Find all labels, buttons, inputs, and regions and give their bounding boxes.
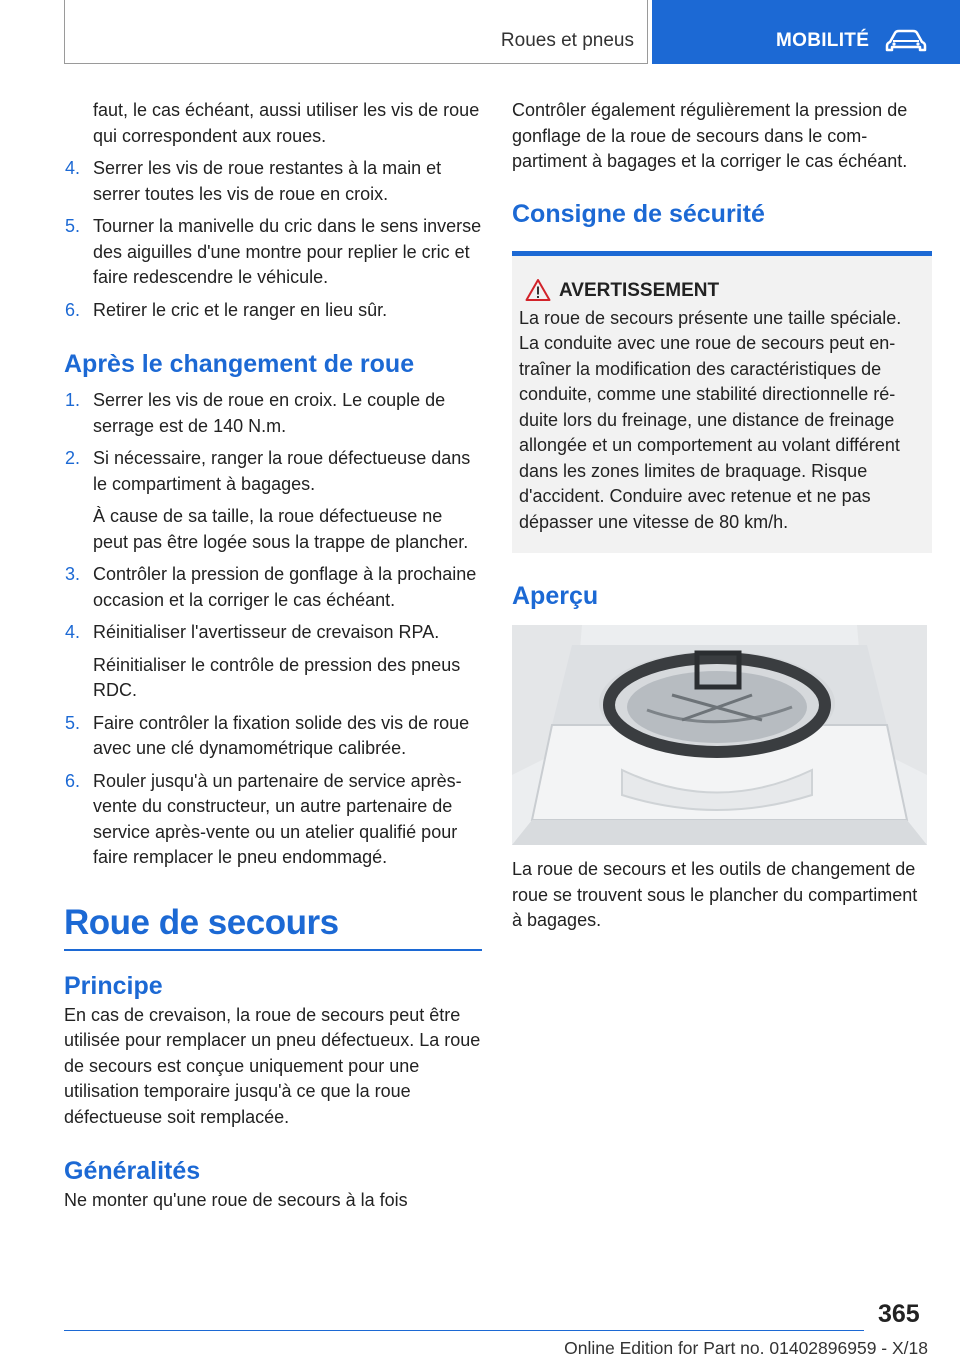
edition-footer: Online Edition for Part no. 01402896959 - X/18: [564, 1338, 928, 1358]
footer-rule: [64, 1330, 864, 1331]
steps-list-a: [64, 156, 482, 323]
list-item: 3. Contrôler la pression de gonflage à la prochaine occasion et la corriger le cas échéant.: [65, 564, 477, 610]
list-item: 5. Faire contrôler la fixation solide des vis de roue avec une clé dynamométrique calibrée.: [65, 712, 470, 758]
continued-paragraph: faut, le cas échéant, aussi utiliser les vis de roue qui correspondent aux roues.: [93, 100, 480, 146]
generalites-paragraph: Ne monter qu'une roue de secours à la fois: [64, 1190, 408, 1210]
list-item: À cause de sa taille, la roue défectueuse ne peut pas être logée sous la trappe de plancher.: [93, 506, 469, 552]
list-item: 5. Tourner la manivelle du cric dans le sens inverse des aiguilles d'une montre pour replier le cric et faire redescendre le véhicule.: [65, 216, 482, 287]
warning-triangle-icon: [525, 278, 551, 310]
car-icon: [884, 28, 928, 54]
list-item: 4. Serrer les vis de roue restantes à la main et serrer toutes les vis de roue en croix.: [65, 158, 442, 204]
list-item: 4. Réinitialiser l'avertisseur de crevaison RPA.: [65, 622, 440, 642]
tab-label: MOBILITÉ: [776, 30, 870, 51]
intro-paragraph: Contrôler également régulièrement la pression de gonflage de la roue de secours dans le compartiment à bagages et la corriger le cas échéant.: [512, 100, 908, 171]
page-number: 365: [878, 1300, 920, 1328]
section-tab-mobilite[interactable]: [652, 0, 960, 64]
list-item: Réinitialiser le contrôle de pression des pneus RDC.: [93, 654, 461, 700]
spare-wheel-photo: [512, 625, 932, 845]
heading-generalites: Généralités: [64, 1157, 201, 1185]
list-item: 2. Si nécessaire, ranger la roue défectueuse dans le compartiment à bagages.: [65, 448, 471, 494]
principe-paragraph: En cas de crevaison, la roue de secours peut être utilisée pour remplacer un pneu défectueux. La roue de secours est conçue uniquement pour une utilisation temporaire jusqu'à ce que la roue défectueuse soit remplacée.: [64, 1004, 481, 1127]
right-column: [512, 98, 932, 934]
list-item: 1. Serrer les vis de roue en croix. Le couple de serrage est de 140 N.m.: [65, 390, 446, 436]
heading-after-change: Après le changement de roue: [64, 350, 415, 378]
steps-list-b: [64, 388, 482, 871]
heading-rule: [64, 949, 482, 951]
list-item: 6. Rouler jusqu'à un partenaire de service après-vente du constructeur, un autre partenaire de service après-vente ou un atelier qualifié pour faire remplacer le pneu endommagé.: [65, 770, 462, 867]
section-title: Roues et pneus: [500, 30, 634, 51]
heading-apercu: Aperçu: [512, 582, 599, 610]
list-item: 6. Retirer le cric et le ranger en lieu sûr.: [65, 299, 388, 320]
warning-text: La roue de secours présente une taille spéciale. La conduite avec une roue de secours peut entraîner la modification des caractéristiques de conduite, comme une stabilité directionnelle réduite lors du freinage, une distance de freinage allongée et un comportement au volant différent dans les zones limites de braquage. Risque d'accident. Conduire avec retenue et ne pas dépasser une vitesse de 80 km/h.: [519, 307, 902, 532]
warning-title: AVERTISSEMENT: [519, 278, 926, 304]
photo-caption: La roue de secours et les outils de changement de roue se trouvent sous le plancher du compartiment à bagages.: [512, 859, 918, 930]
left-column: [64, 98, 482, 1214]
heading-spare-wheel: Roue de secours: [64, 902, 339, 942]
warning-box: [512, 251, 932, 554]
heading-principe: Principe: [64, 971, 163, 1000]
heading-safety: Consigne de sécurité: [512, 199, 765, 228]
